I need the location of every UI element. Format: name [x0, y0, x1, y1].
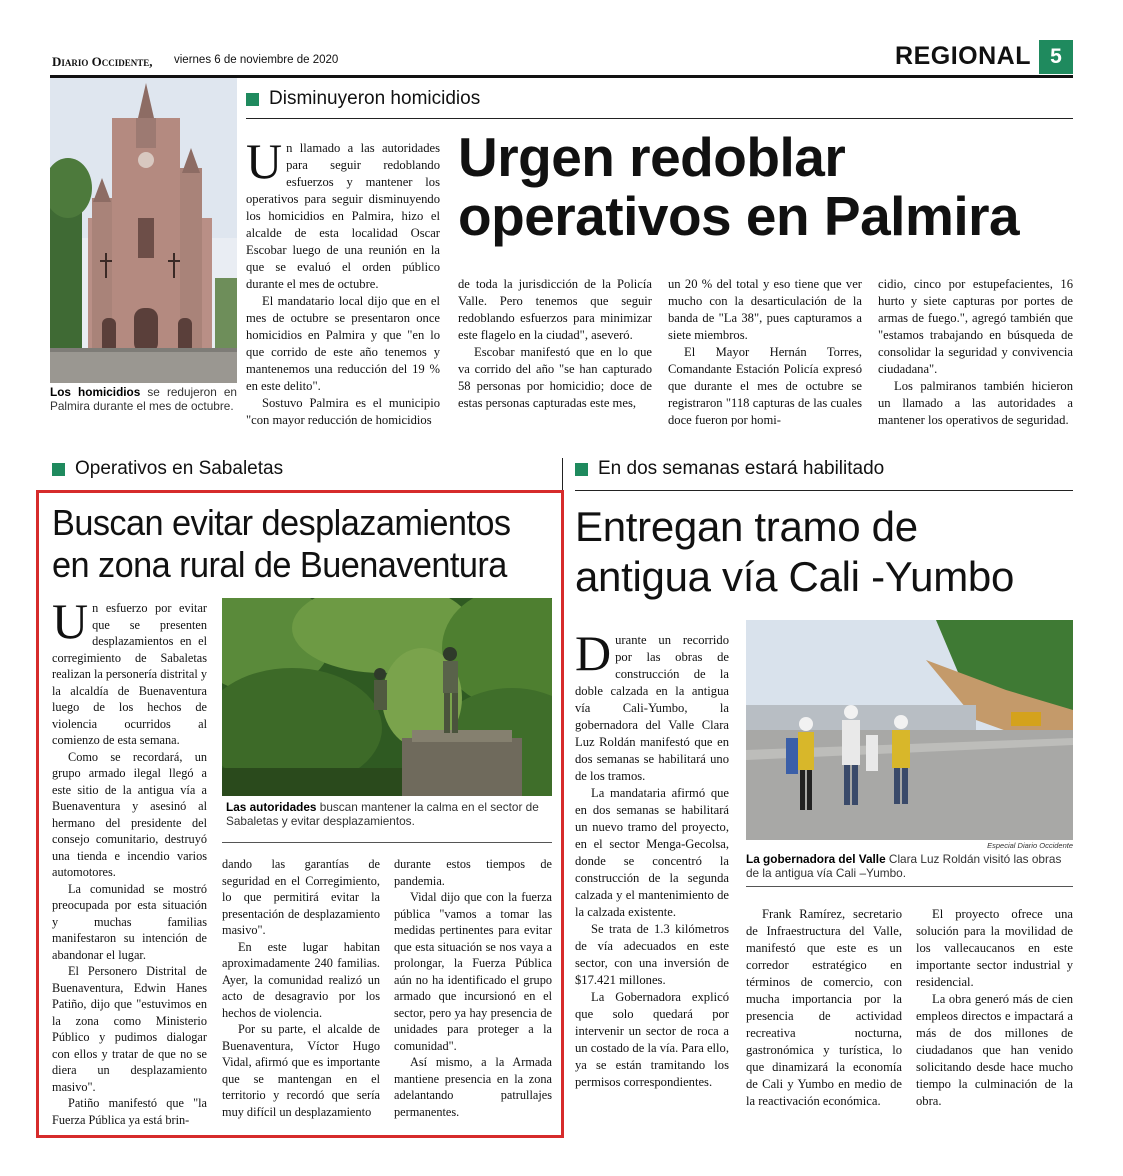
- paragraph: n llamado a las autoridades para seguir redoblando esfuerzos y mantener los operativos para seguir disminuyendo los homicidios en Palmira, hizo el alcalde de esta localidad Oscar Escobar luego de una reunión en la que se evaluó el orden público durante el mes de octubre.: [246, 141, 440, 291]
- paragraph: n esfuerzo por evitar que se presenten desplazamientos en el corregimiento de Sabaletas realizan la personería distrital y la alcaldía de Buenaventura luego de los hechos de violencia ocurridos al comienzo de esta semana.: [52, 601, 207, 747]
- dropcap: D: [575, 632, 612, 681]
- paragraph: La comunidad se mostró preocupada por esta situación y muchas familias manifestaron su intención de abandonar el lugar.: [52, 881, 207, 962]
- story2-headline: [52, 502, 522, 586]
- story3-column-2: [746, 906, 902, 1128]
- caption-lead: La gobernadora del Valle: [746, 852, 886, 866]
- paragraph: El proyecto ofrece una solución para la movilidad de los vallecaucanos en este importante sector industrial y residencial.: [916, 907, 1073, 989]
- paragraph: un 20 % del total y eso tiene que ver mucho con la desarticulación de la banda de "La 38", pues capturamos a siete miembros.: [668, 277, 862, 342]
- story1-headline: [458, 128, 1073, 246]
- story1-column-1: [246, 140, 440, 428]
- paragraph: cidio, cinco por estupefacientes, 16 hurto y siete capturas por portes de armas de fuego.", agregó también que "estamos trabajando en búsqueda de consolidar la seguridad y convivencia ciudadana".: [878, 277, 1073, 376]
- paragraph: Sostuvo Palmira es el municipio "con mayor reducción de homicidios: [246, 396, 440, 427]
- paragraph: La mandataria afirmó que en dos semanas se habilitará un nuevo tramo del proyecto, en el sector Menga-Gecolsa, donde se concentró la construcción de la segunda calzada y el mantenimiento de la calzada existente.: [575, 786, 729, 919]
- paragraph: Vidal dijo que con la fuerza pública "vamos a tomar las medidas pertinentes para evitar que esta situación se nos vaya a prolongar, la Fuerza Pública aún no ha identificado el grupo armado que incursionó en el sector, pero ya hay presencia de unidades para proteger a la comunidad".: [394, 890, 552, 1053]
- kicker-square: [246, 93, 259, 106]
- story3-headline: [575, 502, 1073, 602]
- headline-line-1: Urgen redoblar: [458, 126, 846, 188]
- kicker-text: En dos semanas estará habilitado: [598, 458, 885, 479]
- paragraph: Escobar manifestó que en lo que va corrido del año "se han capturado 58 personas por homicidio; doce de estas personas capturadas este mes,: [458, 345, 652, 410]
- kicker-square: [52, 463, 65, 476]
- masthead: [52, 44, 1073, 78]
- paragraph: En este lugar habitan aproximadamente 240 familias. Ayer, la comunidad realizó un acto de desagravio por los hechos de violencia.: [222, 939, 380, 1020]
- headline-line-1: Entregan tramo de: [575, 503, 918, 550]
- paragraph: durante estos tiempos de pandemia.: [394, 857, 552, 888]
- story3-caption-rule: [746, 886, 1073, 887]
- paragraph: Por su parte, el alcalde de Buenaventura, Víctor Hugo Vidal, afirmó que es importante que se mantengan en el territorio y recordó que sería muy difícil un desplazamiento: [222, 1022, 380, 1119]
- story2-column-3: [394, 856, 552, 1128]
- paragraph: Como se recordará, un grupo armado ilegal llegó a este sitio de la antigua vía a Buenaventura y asesinó al hermano del presidente del consejo comunitario, destruyó una tienda e incendio varios automotores.: [52, 749, 207, 879]
- story1-kicker: [246, 88, 480, 110]
- story3-kicker-rule: [575, 490, 1073, 491]
- story2-caption-rule: [222, 842, 552, 843]
- story1-column-4: [878, 276, 1073, 428]
- story2-column-1: [52, 600, 207, 1128]
- church-photo: [50, 78, 237, 383]
- dropcap: U: [246, 140, 283, 189]
- kicker-text: Operativos en Sabaletas: [75, 458, 284, 479]
- paragraph: Se trata de 1.3 kilómetros de vía adecuados en este sector, con una inversión de $17.421 millones.: [575, 922, 729, 987]
- caption-text: Clara Luz Roldán visitó las obras de la antigua vía Cali –Yumbo.: [746, 852, 1062, 880]
- section-title: REGIONAL: [895, 42, 1031, 70]
- headline-line-2: operativos en Palmira: [458, 185, 1020, 247]
- paragraph: de toda la jurisdicción de la Policía Valle. Pero tenemos que seguir redoblando esfuerzos para minimizar este flagelo en la ciudad", aseveró.: [458, 277, 652, 342]
- story2-column-2: [222, 856, 380, 1128]
- story3-column-1: [575, 632, 729, 1128]
- paper-name: Diario Occidente,: [52, 54, 153, 69]
- paragraph: Así mismo, a la Armada mantiene presencia en la zona adelantando patrullajes permanentes.: [394, 1055, 552, 1119]
- soldiers-jungle-photo: [222, 598, 552, 796]
- story3-kicker: [575, 458, 884, 480]
- paragraph: El Personero Distrital de Buenaventura, Edwin Hanes Patiño, dijo que "estuvimos en la zona como Ministerio Público y pudimos dialogar con ellos y tratar de que no se diera un desplazamiento masivo".: [52, 964, 207, 1094]
- story1-photo-caption: [50, 385, 237, 413]
- caption-lead: Las autoridades: [226, 800, 317, 814]
- headline-line-1: Buscan evitar desplazamientos: [52, 502, 511, 543]
- issue-date: viernes 6 de noviembre de 2020: [174, 54, 339, 66]
- photo-credit: Especial Diario Occidente: [987, 841, 1073, 850]
- caption-lead: Los homicidios: [50, 385, 141, 399]
- paragraph: El mandatario local dijo que en el mes de octubre se presentaron once homicidios en Palmira y que "en lo que corrido de este año tenemos y mantenemos una reducción del 19 % en este delito".: [246, 294, 440, 393]
- caption-text: se redujeron en Palmira durante el mes de octubre.: [50, 385, 237, 413]
- story3-photo-caption: [746, 852, 1073, 880]
- kicker-square: [575, 463, 588, 476]
- paragraph: La obra generó más de cien empleos directos e impactará a más de dos millones de ciudadanos que han venido solicitando desde hace mucho tiempo la culminación de la obra.: [916, 992, 1073, 1108]
- headline-line-2: antigua vía Cali -Yumbo: [575, 553, 1015, 600]
- story1-kicker-rule: [246, 118, 1073, 119]
- paragraph: dando las garantías de seguridad en el Corregimiento, lo que permitirá evitar la presentación de desplazamiento masivo".: [222, 857, 380, 937]
- headline-line-2: en zona rural de Buenaventura: [52, 544, 507, 585]
- paragraph: El Mayor Hernán Torres, Comandante Estación Policía expresó que durante el mes de octubre se registraron "118 capturas de las cuales doce fueron por homi-: [668, 345, 862, 427]
- paragraph: Patiño manifestó que "la Fuerza Pública ya está brin-: [52, 1096, 207, 1127]
- dropcap: U: [52, 600, 89, 649]
- story3-column-3: [916, 906, 1073, 1128]
- paragraph: Frank Ramírez, secretario de Infraestructura del Valle, manifestó que este es un corredor estratégico en términos de comercio, con mucha importancia por la presencia de actividad recreativa nocturna, gastronómica y turística, lo que dinamizará la economía de Cali y Yumbo en medio de la reactivación económica.: [746, 907, 902, 1108]
- story1-column-2: [458, 276, 652, 428]
- story1-column-3: [668, 276, 862, 428]
- road-works-photo: [746, 620, 1073, 840]
- story2-photo-caption: [226, 800, 552, 828]
- paragraph: La Gobernadora explicó que solo quedará por intervenir un sector de roca a un costado de la vía. Para ello, ya se están tramitando los permisos correspondientes.: [575, 990, 729, 1089]
- page-number: 5: [1039, 40, 1073, 74]
- story2-kicker: [52, 458, 283, 480]
- paragraph: urante un recorrido por las obras de construcción de la doble calzada en la antigua vía Cali-Yumbo, la gobernadora del Valle Clara Luz Roldán manifestó que en dos semanas se habilitará uno de los tramos.: [575, 633, 729, 783]
- paragraph: Los palmiranos también hicieron un llamado a las autoridades a mantener los operativos de seguridad.: [878, 379, 1073, 427]
- caption-text: buscan mantener la calma en el sector de Sabaletas y evitar desplazamientos.: [226, 800, 539, 828]
- kicker-text: Disminuyeron homicidios: [269, 88, 481, 109]
